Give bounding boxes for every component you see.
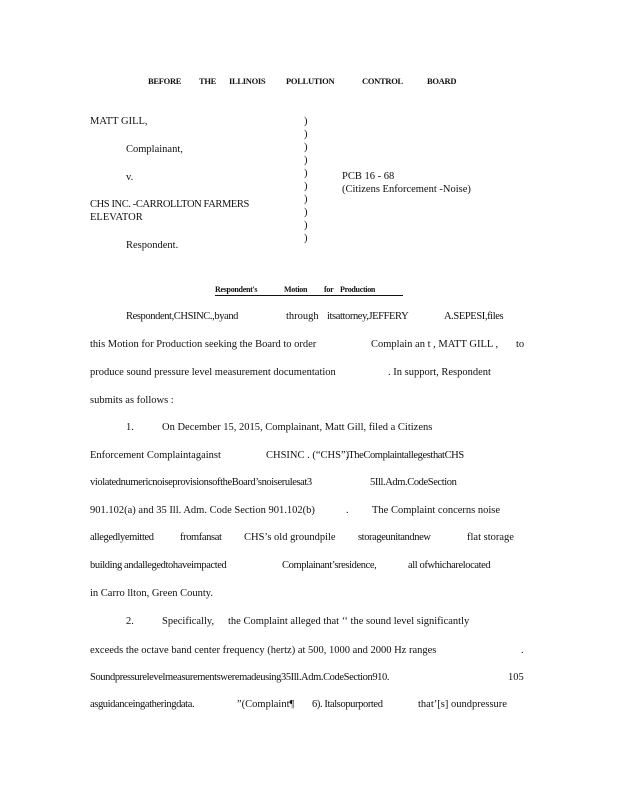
respondent-name-line1: CHS INC. -CARROLLTON FARMERS: [90, 199, 249, 210]
caption-bracket: ): [304, 129, 308, 140]
body-text: the Complaint alleged that ‘‘ the sound level significantly: [228, 616, 470, 627]
body-text: Complainant’sresidence,: [282, 560, 377, 571]
case-number: PCB 16 - 68: [342, 171, 395, 182]
body-text: .: [346, 505, 349, 516]
body-text: all ofwhicharelocated: [408, 560, 491, 571]
body-text: to: [516, 339, 525, 350]
body-text: exceeds the octave band center frequency (hertz) at 500, 1000 and 2000 Hz ranges: [90, 645, 437, 656]
complainant-role: Complainant,: [126, 144, 183, 155]
body-text: through: [286, 311, 319, 322]
motion-title-word: Motion: [284, 285, 308, 294]
body-text: that’[s] oundpressure: [418, 699, 507, 710]
body-text: The Complaint concerns noise: [372, 505, 501, 516]
caption-bracket: ): [304, 207, 308, 218]
header-word-control: CONTROL: [362, 76, 403, 86]
body-text: Complain an t , MATT GILL ,: [371, 339, 499, 350]
body-text: CHSINC . (“CHS”): [266, 450, 350, 461]
body-text: violatednumericnoiseprovisionsoftheBoard’snoiserulesat3: [90, 477, 312, 488]
complainant-name: MATT GILL,: [90, 116, 148, 127]
body-text: in Carro llton, Green County.: [90, 588, 213, 599]
caption-bracket: ): [304, 194, 308, 205]
header-word-board: BOARD: [427, 76, 457, 86]
body-text: building andallegedtohaveimpacted: [90, 560, 227, 571]
body-text: 105: [508, 672, 524, 683]
header-word-pollution: POLLUTION: [286, 76, 335, 86]
body-text: Enforcement Complaintagainst: [90, 450, 221, 461]
caption-bracket: ): [304, 142, 308, 153]
header-word-illinois: ILLINOIS: [229, 76, 266, 86]
body-text: CHS’s old groundpile: [244, 532, 336, 543]
header-word-before: BEFORE: [148, 76, 182, 86]
paragraph-number: 2.: [126, 616, 134, 627]
caption-bracket: ): [304, 233, 308, 244]
body-text: asguidanceingatheringdata.: [90, 699, 195, 710]
header-word-the: THE: [199, 76, 217, 86]
body-text: .TheComplaintallegesthatCHS: [346, 450, 464, 461]
body-text: . In support, Respondent: [388, 367, 491, 378]
respondent-name-line2: ELEVATOR: [90, 212, 143, 223]
caption-bracket: ): [304, 155, 308, 166]
motion-title-word: Respondent's: [215, 285, 258, 294]
body-text: itsattorney,JEFFERY: [327, 311, 409, 322]
body-text: Soundpressurelevelmeasurementsweremadeusing35Ill.Adm.CodeSection910.: [90, 672, 390, 683]
versus: v.: [126, 172, 134, 183]
body-text: flat storage: [467, 532, 514, 543]
body-text: allegedlyemitted: [90, 532, 154, 543]
body-text: Specifically,: [162, 616, 215, 627]
body-text: storageunitandnew: [358, 532, 431, 543]
case-type: (Citizens Enforcement -Noise): [342, 184, 471, 195]
body-text: 901.102(a) and 35 Ill. Adm. Code Section 901.102(b): [90, 505, 315, 516]
body-text: fromfansat: [180, 532, 222, 543]
caption-bracket: ): [304, 220, 308, 231]
body-text: ”(Complaint¶: [237, 699, 295, 710]
body-text: submits as follows :: [90, 395, 174, 406]
caption-bracket: ): [304, 181, 308, 192]
motion-title-underline: [215, 295, 403, 296]
motion-title-word: for: [324, 285, 334, 294]
body-text: 6). Italsopurported: [312, 699, 383, 710]
body-text: .: [521, 645, 524, 656]
body-text: produce sound pressure level measurement documentation: [90, 367, 336, 378]
paragraph-number: 1.: [126, 422, 134, 433]
body-text: 5Ill.Adm.CodeSection: [370, 477, 457, 488]
body-text: On December 15, 2015, Complainant, Matt Gill, filed a Citizens: [162, 422, 433, 433]
respondent-role: Respondent.: [126, 240, 179, 251]
caption-bracket: ): [304, 116, 308, 127]
body-text: this Motion for Production seeking the Board to order: [90, 339, 317, 350]
motion-title-word: Production: [340, 285, 376, 294]
body-text: A.SEPESI,files: [444, 311, 504, 322]
caption-bracket: ): [304, 168, 308, 179]
body-text: Respondent,CHSINC.,byand: [126, 311, 239, 322]
